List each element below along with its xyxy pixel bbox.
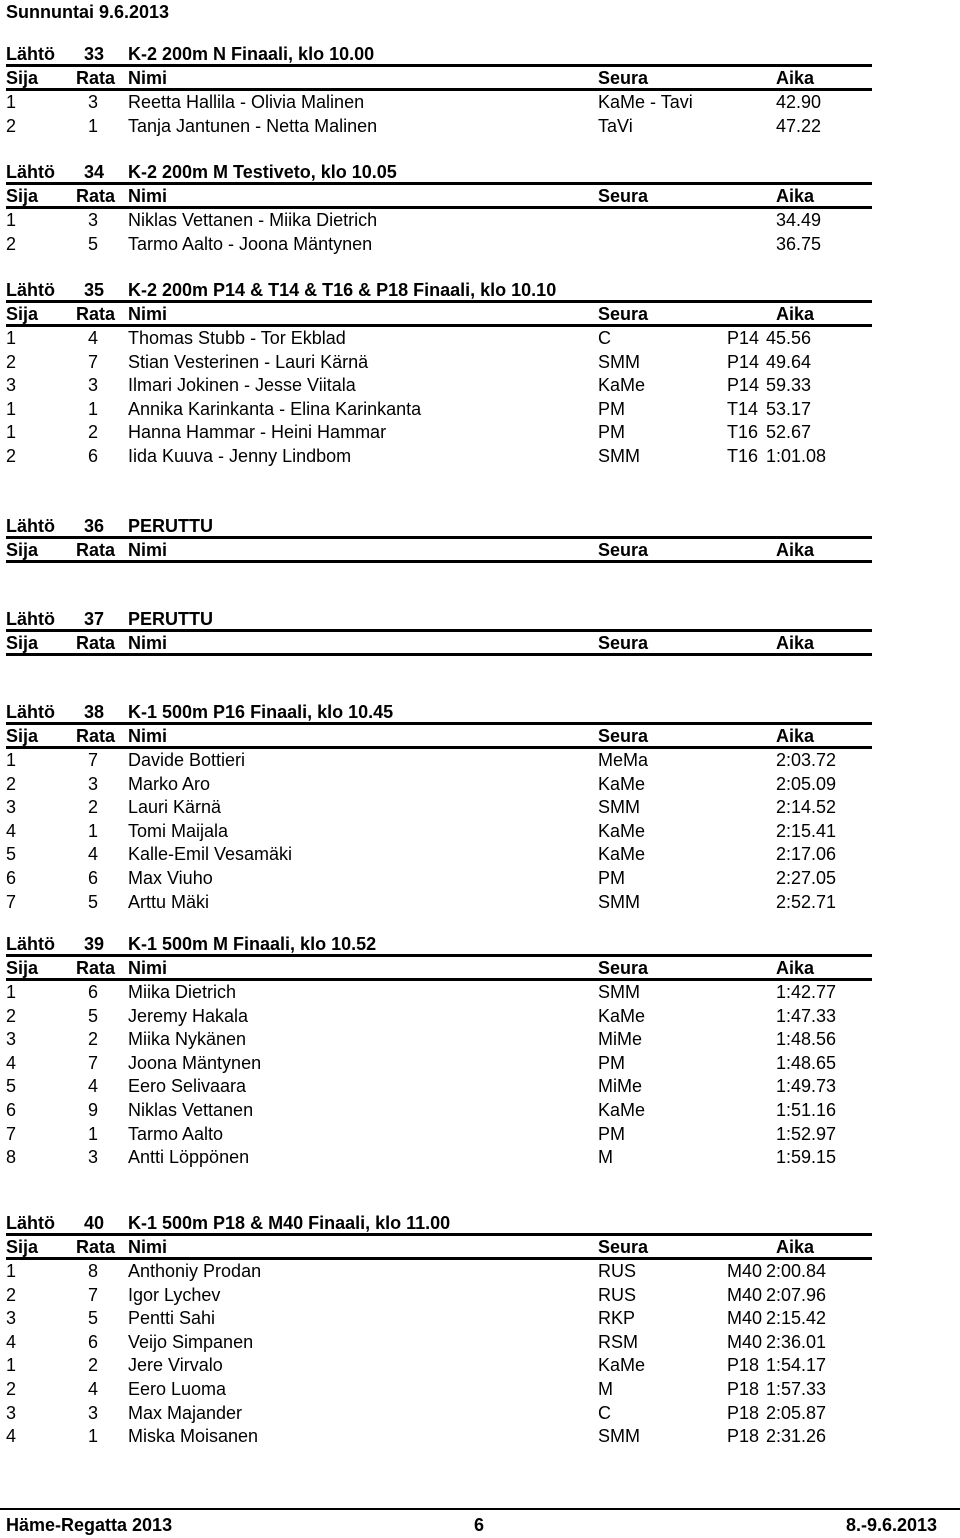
footer-event: Häme-Regatta 2013 [6, 1515, 173, 1535]
cell-seura: RSM [598, 1332, 638, 1352]
cell-seura: TaVi [598, 116, 633, 136]
cell-nimi: Igor Lychev [128, 1285, 221, 1305]
header-rule [6, 536, 872, 539]
race-title: K-1 500m M Finaali, klo 10.52 [128, 934, 377, 954]
cell-nimi: Joona Mäntynen [128, 1053, 262, 1073]
cell-sija: 5 [6, 1076, 17, 1096]
col-header-rata: Rata [76, 726, 116, 746]
header-rule [6, 64, 872, 67]
cell-aika: 59.33 [766, 375, 812, 395]
race-title: K-1 500m P18 & M40 Finaali, klo 11.00 [128, 1213, 451, 1233]
cell-aika: 1:57.33 [766, 1379, 827, 1399]
race-label: Lähtö [6, 702, 55, 722]
cell-sija: 1 [6, 982, 17, 1002]
cell-nimi: Lauri Kärnä [128, 797, 222, 817]
cell-rata: 3 [88, 375, 99, 395]
cell-seura: SMM [598, 352, 640, 372]
cell-nimi: Max Viuho [128, 868, 213, 888]
col-header-rata: Rata [76, 1237, 116, 1257]
col-header-sija: Sija [6, 186, 39, 206]
cell-nimi: Jeremy Hakala [128, 1006, 249, 1026]
cell-sija: 4 [6, 1426, 17, 1446]
cell-nimi: Tarmo Aalto - Joona Mäntynen [128, 234, 373, 254]
cell-nimi: Eero Selivaara [128, 1076, 247, 1096]
col-header-rata: Rata [76, 540, 116, 560]
cell-class: P18 [727, 1355, 760, 1375]
cell-rata: 6 [88, 868, 99, 888]
cell-nimi: Pentti Sahi [128, 1308, 216, 1328]
cell-sija: 1 [6, 1355, 17, 1375]
cell-sija: 1 [6, 210, 17, 230]
cell-rata: 7 [88, 750, 99, 770]
col-header-nimi: Nimi [128, 1237, 168, 1257]
cell-rata: 9 [88, 1100, 99, 1120]
cell-aika: 1:01.08 [766, 446, 827, 466]
cell-seura: KaMe [598, 375, 646, 395]
col-header-seura: Seura [598, 186, 649, 206]
cell-seura: MiMe [598, 1029, 642, 1049]
cell-seura: PM [598, 868, 625, 888]
cell-nimi: Niklas Vettanen [128, 1100, 254, 1120]
race-label: Lähtö [6, 280, 55, 300]
cell-sija: 4 [6, 1332, 17, 1352]
cell-sija: 2 [6, 1379, 17, 1399]
cell-aika: 1:54.17 [766, 1355, 827, 1375]
cell-aika: 2:00.84 [766, 1261, 827, 1281]
cell-rata: 3 [88, 1147, 99, 1167]
cell-nimi: Reetta Hallila - Olivia Malinen [128, 92, 365, 112]
cell-rata: 7 [88, 1285, 99, 1305]
col-header-sija: Sija [6, 68, 39, 88]
header-rule [6, 653, 872, 656]
cell-seura: PM [598, 399, 625, 419]
footer-rule [0, 1508, 960, 1510]
cell-seura: KaMe [598, 821, 646, 841]
cell-rata: 5 [88, 892, 99, 912]
race-title: K-2 200m N Finaali, klo 10.00 [128, 44, 375, 64]
cell-aika: 2:15.41 [776, 821, 837, 841]
cell-sija: 6 [6, 868, 17, 888]
header-rule [6, 182, 872, 185]
cell-rata: 4 [88, 1076, 99, 1096]
cell-rata: 2 [88, 1029, 99, 1049]
cell-seura: MiMe [598, 1076, 642, 1096]
cell-seura: KaMe [598, 774, 646, 794]
col-header-nimi: Nimi [128, 633, 168, 653]
col-header-seura: Seura [598, 540, 649, 560]
cell-class: M40 [727, 1332, 763, 1352]
cell-nimi: Stian Vesterinen - Lauri Kärnä [128, 352, 369, 372]
cell-nimi: Arttu Mäki [128, 892, 210, 912]
cell-class: P18 [727, 1403, 760, 1423]
cell-rata: 1 [88, 1426, 99, 1446]
col-header-aika: Aika [776, 633, 815, 653]
cell-sija: 3 [6, 1308, 17, 1328]
col-header-aika: Aika [776, 304, 815, 324]
cell-rata: 5 [88, 1308, 99, 1328]
cell-rata: 6 [88, 1332, 99, 1352]
cell-nimi: Max Majander [128, 1403, 243, 1423]
cell-sija: 2 [6, 1006, 17, 1026]
cell-sija: 6 [6, 1100, 17, 1120]
cell-sija: 4 [6, 821, 17, 841]
page-date: Sunnuntai 9.6.2013 [6, 2, 170, 22]
cell-class: M40 [727, 1261, 763, 1281]
col-header-sija: Sija [6, 540, 39, 560]
cell-rata: 6 [88, 982, 99, 1002]
cell-sija: 4 [6, 1053, 17, 1073]
cell-aika: 34.49 [776, 210, 822, 230]
cell-seura: KaMe [598, 1100, 646, 1120]
cell-sija: 1 [6, 399, 17, 419]
col-header-sija: Sija [6, 726, 39, 746]
cell-aika: 2:05.09 [776, 774, 837, 794]
col-header-sija: Sija [6, 633, 39, 653]
race-title: PERUTTU [128, 609, 213, 629]
cell-sija: 1 [6, 1261, 17, 1281]
cell-sija: 8 [6, 1147, 17, 1167]
cell-rata: 1 [88, 1124, 99, 1144]
cell-aika: 42.90 [776, 92, 822, 112]
cell-aika: 2:15.42 [766, 1308, 827, 1328]
cell-rata: 3 [88, 1403, 99, 1423]
cell-aika: 49.64 [766, 352, 812, 372]
race-number: 40 [84, 1213, 105, 1233]
race-number: 33 [84, 44, 105, 64]
cell-nimi: Tarmo Aalto [128, 1124, 224, 1144]
cell-rata: 3 [88, 210, 99, 230]
cell-sija: 1 [6, 328, 17, 348]
race-number: 38 [84, 702, 105, 722]
cell-aika: 52.67 [766, 422, 812, 442]
cell-nimi: Davide Bottieri [128, 750, 246, 770]
cell-nimi: Anthoniy Prodan [128, 1261, 262, 1281]
race-label: Lähtö [6, 934, 55, 954]
header-rule [6, 629, 872, 632]
cell-nimi: Veijo Simpanen [128, 1332, 254, 1352]
cell-class: T16 [727, 422, 759, 442]
cell-aika: 1:48.56 [776, 1029, 837, 1049]
header-rule [6, 978, 872, 981]
cell-class: T14 [727, 399, 759, 419]
col-header-aika: Aika [776, 1237, 815, 1257]
cell-sija: 1 [6, 422, 17, 442]
col-header-seura: Seura [598, 633, 649, 653]
col-header-aika: Aika [776, 186, 815, 206]
cell-nimi: Niklas Vettanen - Miika Dietrich [128, 210, 378, 230]
race-number: 37 [84, 609, 105, 629]
col-header-nimi: Nimi [128, 958, 168, 978]
cell-class: M40 [727, 1308, 763, 1328]
cell-seura: RUS [598, 1261, 637, 1281]
cell-seura: PM [598, 422, 625, 442]
cell-nimi: Iida Kuuva - Jenny Lindbom [128, 446, 352, 466]
cell-aika: 1:59.15 [776, 1147, 837, 1167]
cell-sija: 7 [6, 1124, 17, 1144]
col-header-aika: Aika [776, 68, 815, 88]
cell-aika: 2:05.87 [766, 1403, 827, 1423]
cell-sija: 2 [6, 116, 17, 136]
cell-aika: 36.75 [776, 234, 822, 254]
cell-sija: 3 [6, 1029, 17, 1049]
col-header-seura: Seura [598, 958, 649, 978]
cell-aika: 1:47.33 [776, 1006, 837, 1026]
cell-sija: 1 [6, 92, 17, 112]
cell-seura: SMM [598, 982, 640, 1002]
cell-nimi: Tomi Maijala [128, 821, 229, 841]
cell-sija: 2 [6, 352, 17, 372]
cell-nimi: Antti Löppönen [128, 1147, 250, 1167]
cell-sija: 5 [6, 844, 17, 864]
cell-nimi: Annika Karinkanta - Elina Karinkanta [128, 399, 422, 419]
header-rule [6, 324, 872, 327]
cell-aika: 2:07.96 [766, 1285, 827, 1305]
col-header-rata: Rata [76, 68, 116, 88]
cell-class: P14 [727, 352, 760, 372]
col-header-sija: Sija [6, 304, 39, 324]
cell-rata: 8 [88, 1261, 99, 1281]
cell-seura: M [598, 1379, 613, 1399]
cell-seura: KaMe [598, 1006, 646, 1026]
race-title: K-2 200m M Testiveto, klo 10.05 [128, 162, 397, 182]
cell-aika: 1:42.77 [776, 982, 837, 1002]
cell-seura: RKP [598, 1308, 636, 1328]
cell-nimi: Kalle-Emil Vesamäki [128, 844, 293, 864]
cell-rata: 4 [88, 844, 99, 864]
cell-class: P18 [727, 1426, 760, 1446]
cell-aika: 2:36.01 [766, 1332, 827, 1352]
cell-aika: 47.22 [776, 116, 822, 136]
cell-seura: PM [598, 1124, 625, 1144]
header-rule [6, 300, 872, 303]
cell-rata: 1 [88, 116, 99, 136]
race-label: Lähtö [6, 516, 55, 536]
col-header-seura: Seura [598, 304, 649, 324]
cell-aika: 2:14.52 [776, 797, 837, 817]
cell-sija: 1 [6, 750, 17, 770]
cell-class: T16 [727, 446, 759, 466]
cell-nimi: Eero Luoma [128, 1379, 227, 1399]
cell-seura: C [598, 328, 611, 348]
cell-rata: 3 [88, 92, 99, 112]
cell-seura: KaMe - Tavi [598, 92, 693, 112]
cell-aika: 1:51.16 [776, 1100, 837, 1120]
cell-seura: PM [598, 1053, 625, 1073]
cell-nimi: Miska Moisanen [128, 1426, 259, 1446]
col-header-sija: Sija [6, 958, 39, 978]
cell-rata: 5 [88, 234, 99, 254]
cell-sija: 2 [6, 446, 17, 466]
cell-sija: 7 [6, 892, 17, 912]
cell-rata: 5 [88, 1006, 99, 1026]
cell-aika: 2:27.05 [776, 868, 837, 888]
cell-aika: 2:31.26 [766, 1426, 827, 1446]
cell-seura: SMM [598, 797, 640, 817]
race-title: K-1 500m P16 Finaali, klo 10.45 [128, 702, 394, 722]
cell-nimi: Miika Dietrich [128, 982, 237, 1002]
col-header-seura: Seura [598, 1237, 649, 1257]
cell-sija: 2 [6, 234, 17, 254]
cell-rata: 4 [88, 1379, 99, 1399]
race-number: 39 [84, 934, 105, 954]
race-label: Lähtö [6, 44, 55, 64]
cell-sija: 3 [6, 375, 17, 395]
cell-seura: M [598, 1147, 613, 1167]
cell-aika: 2:03.72 [776, 750, 837, 770]
cell-nimi: Hanna Hammar - Heini Hammar [128, 422, 387, 442]
col-header-nimi: Nimi [128, 304, 168, 324]
col-header-rata: Rata [76, 304, 116, 324]
race-label: Lähtö [6, 162, 55, 182]
col-header-rata: Rata [76, 633, 116, 653]
header-rule [6, 746, 872, 749]
cell-seura: KaMe [598, 1355, 646, 1375]
cell-nimi: Jere Virvalo [128, 1355, 223, 1375]
race-label: Lähtö [6, 609, 55, 629]
cell-rata: 1 [88, 821, 99, 841]
col-header-rata: Rata [76, 186, 116, 206]
cell-rata: 6 [88, 446, 99, 466]
cell-sija: 3 [6, 797, 17, 817]
cell-seura: SMM [598, 892, 640, 912]
cell-rata: 4 [88, 328, 99, 348]
col-header-sija: Sija [6, 1237, 39, 1257]
col-header-aika: Aika [776, 726, 815, 746]
cell-aika: 2:17.06 [776, 844, 837, 864]
race-label: Lähtö [6, 1213, 55, 1233]
cell-sija: 2 [6, 774, 17, 794]
race-number: 34 [84, 162, 105, 182]
cell-class: M40 [727, 1285, 763, 1305]
cell-nimi: Marko Aro [128, 774, 211, 794]
header-rule [6, 1233, 872, 1236]
header-rule [6, 88, 872, 91]
cell-seura: SMM [598, 1426, 640, 1446]
cell-rata: 2 [88, 1355, 99, 1375]
cell-nimi: Miika Nykänen [128, 1029, 247, 1049]
cell-seura: SMM [598, 446, 640, 466]
col-header-nimi: Nimi [128, 726, 168, 746]
footer-dates: 8.-9.6.2013 [846, 1515, 938, 1535]
cell-aika: 1:48.65 [776, 1053, 837, 1073]
cell-aika: 1:49.73 [776, 1076, 837, 1096]
cell-rata: 2 [88, 422, 99, 442]
cell-rata: 7 [88, 352, 99, 372]
col-header-seura: Seura [598, 726, 649, 746]
race-number: 36 [84, 516, 105, 536]
col-header-nimi: Nimi [128, 68, 168, 88]
cell-rata: 7 [88, 1053, 99, 1073]
cell-rata: 3 [88, 774, 99, 794]
race-title: K-2 200m P14 & T14 & T16 & P18 Finaali, klo 10.10 [128, 280, 557, 300]
cell-seura: KaMe [598, 844, 646, 864]
col-header-nimi: Nimi [128, 540, 168, 560]
cell-class: P18 [727, 1379, 760, 1399]
header-rule [6, 722, 872, 725]
cell-rata: 1 [88, 399, 99, 419]
header-rule [6, 206, 872, 209]
cell-aika: 53.17 [766, 399, 812, 419]
footer-page-number: 6 [474, 1515, 485, 1535]
cell-sija: 3 [6, 1403, 17, 1423]
cell-rata: 2 [88, 797, 99, 817]
col-header-aika: Aika [776, 958, 815, 978]
cell-class: P14 [727, 375, 760, 395]
header-rule [6, 560, 872, 563]
cell-seura: C [598, 1403, 611, 1423]
cell-nimi: Tanja Jantunen - Netta Malinen [128, 116, 378, 136]
col-header-seura: Seura [598, 68, 649, 88]
col-header-rata: Rata [76, 958, 116, 978]
race-number: 35 [84, 280, 105, 300]
race-title: PERUTTU [128, 516, 213, 536]
cell-aika: 1:52.97 [776, 1124, 837, 1144]
cell-seura: RUS [598, 1285, 637, 1305]
header-rule [6, 954, 872, 957]
cell-sija: 2 [6, 1285, 17, 1305]
cell-aika: 2:52.71 [776, 892, 837, 912]
cell-seura: MeMa [598, 750, 649, 770]
cell-class: P14 [727, 328, 760, 348]
cell-aika: 45.56 [766, 328, 812, 348]
col-header-nimi: Nimi [128, 186, 168, 206]
header-rule [6, 1257, 872, 1260]
cell-nimi: Ilmari Jokinen - Jesse Viitala [128, 375, 356, 395]
col-header-aika: Aika [776, 540, 815, 560]
cell-nimi: Thomas Stubb - Tor Ekblad [128, 328, 346, 348]
